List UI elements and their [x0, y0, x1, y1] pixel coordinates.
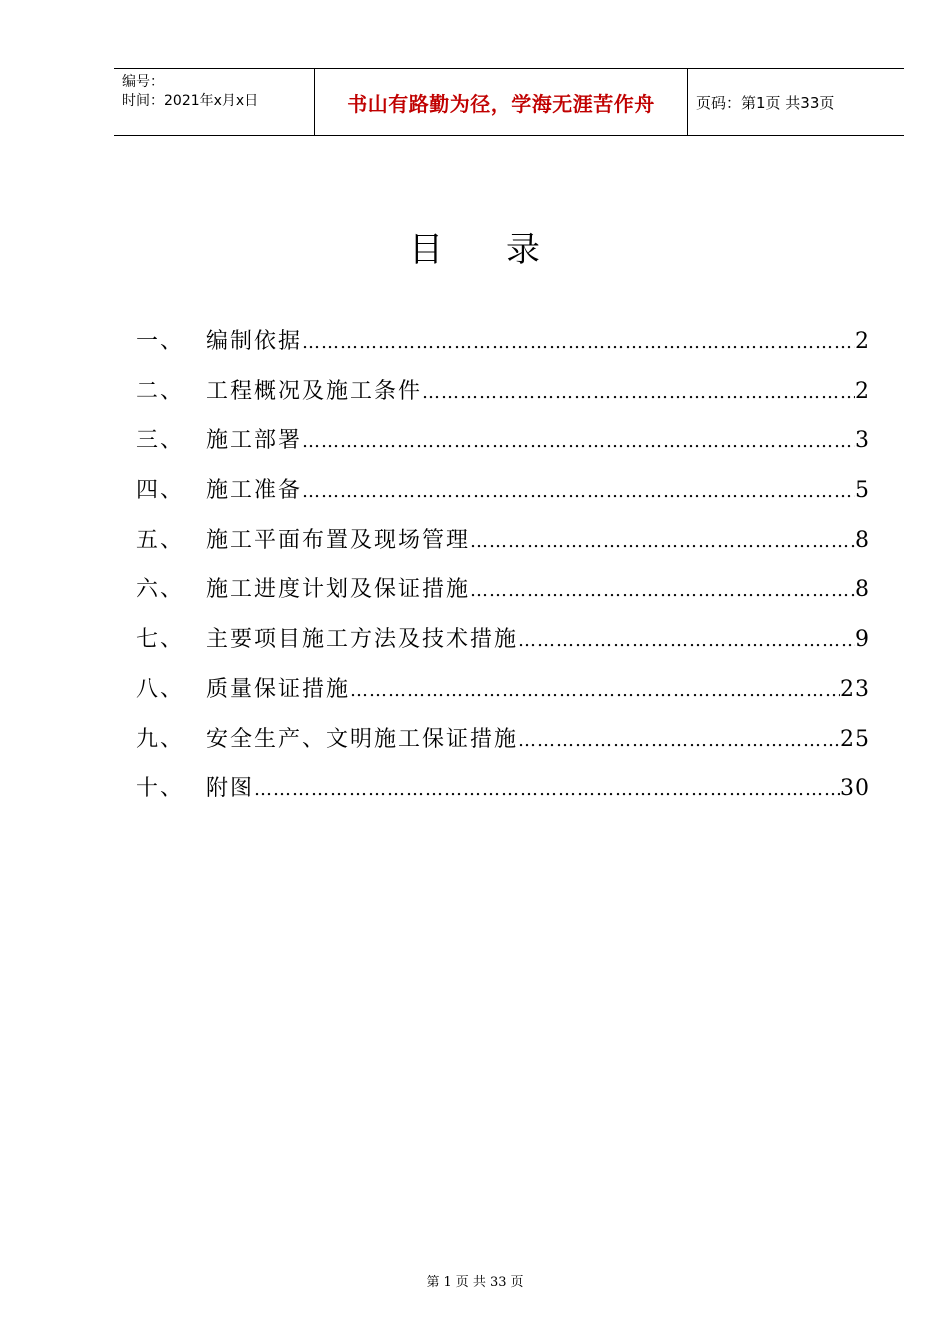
toc-entry-page: 8: [855, 577, 870, 603]
toc-dot-leader: [470, 531, 855, 552]
toc-entry-number: 十、: [136, 776, 185, 802]
page-footer: [0, 1271, 950, 1290]
footer-middle: 页 共: [455, 1275, 486, 1290]
toc-entry-page: 30: [840, 776, 870, 802]
toc-entry-page: 9: [855, 627, 870, 653]
document-number-label: 编号：: [122, 74, 164, 90]
footer-prefix: 第: [426, 1275, 440, 1290]
page-title: [0, 222, 950, 271]
toc-entry[interactable]: [136, 771, 870, 821]
toc-entry-label: 施工进度计划及保证措施: [206, 577, 471, 603]
header-page-info: 页码：第1页 共33页: [696, 93, 835, 112]
toc-entry-page: 5: [855, 478, 870, 504]
toc-dot-leader: [470, 580, 855, 601]
toc-entry-label: 施工平面布置及现场管理: [206, 527, 471, 553]
toc-entry[interactable]: [136, 374, 870, 424]
toc-entry-label: 施工准备: [206, 478, 303, 504]
toc-entry[interactable]: [136, 423, 870, 473]
toc-entry[interactable]: [136, 622, 870, 672]
table-of-contents: [136, 324, 870, 821]
toc-entry-number: 五、: [136, 527, 185, 553]
toc-entry-number: 三、: [136, 428, 185, 454]
toc-entry-page: 2: [855, 329, 870, 354]
toc-entry-label: 编制依据: [206, 329, 303, 354]
footer-current-page: 1: [443, 1275, 452, 1290]
toc-entry[interactable]: [136, 523, 870, 573]
toc-entry[interactable]: [136, 672, 870, 722]
toc-entry-number: 七、: [136, 627, 185, 653]
toc-entry-page: 8: [855, 527, 870, 553]
toc-entry-page: 23: [840, 676, 870, 702]
toc-dot-leader: [518, 730, 840, 751]
toc-entry[interactable]: [136, 572, 870, 622]
header-motto-cell: [315, 69, 688, 135]
toc-entry-label: 安全生产、文明施工保证措施: [206, 726, 519, 752]
toc-entry-number: 六、: [136, 577, 185, 603]
document-time-label: 时间：2021年x月x日: [122, 93, 259, 109]
toc-entry-number: 四、: [136, 478, 185, 504]
toc-dot-leader: [302, 431, 855, 452]
toc-entry-label: 施工部署: [206, 428, 303, 454]
toc-entry-label: 主要项目施工方法及技术措施: [206, 627, 519, 653]
footer-suffix: 页: [510, 1275, 524, 1290]
toc-dot-leader: [422, 382, 855, 403]
toc-entry[interactable]: [136, 324, 870, 374]
toc-dot-leader: [518, 630, 855, 651]
header-page-cell: [688, 69, 904, 135]
title-char-2: 录: [506, 230, 541, 270]
title-char-1: 目: [409, 230, 444, 270]
toc-entry-page: 2: [855, 378, 870, 404]
toc-dot-leader: [302, 332, 855, 353]
toc-entry-label: 质量保证措施: [206, 676, 351, 702]
toc-entry[interactable]: [136, 473, 870, 523]
header-motto: 书山有路勤为径，学海无涯苦作舟: [347, 91, 655, 116]
toc-entry-number: 一、: [136, 329, 185, 354]
header-meta-cell: [114, 69, 315, 135]
toc-dot-leader: [302, 481, 855, 502]
toc-entry-number: 八、: [136, 676, 185, 702]
toc-entry-number: 九、: [136, 726, 185, 752]
toc-entry-page: 25: [840, 726, 870, 752]
toc-entry-page: 3: [855, 428, 870, 454]
toc-dot-leader: [350, 680, 840, 701]
page-header: [114, 68, 904, 136]
toc-entry-label: 工程概况及施工条件: [206, 378, 423, 404]
toc-entry[interactable]: [136, 722, 870, 772]
toc-entry-label: 附图: [206, 776, 255, 802]
toc-dot-leader: [254, 779, 840, 800]
footer-total-pages: 33: [489, 1275, 507, 1290]
toc-entry-number: 二、: [136, 378, 185, 404]
